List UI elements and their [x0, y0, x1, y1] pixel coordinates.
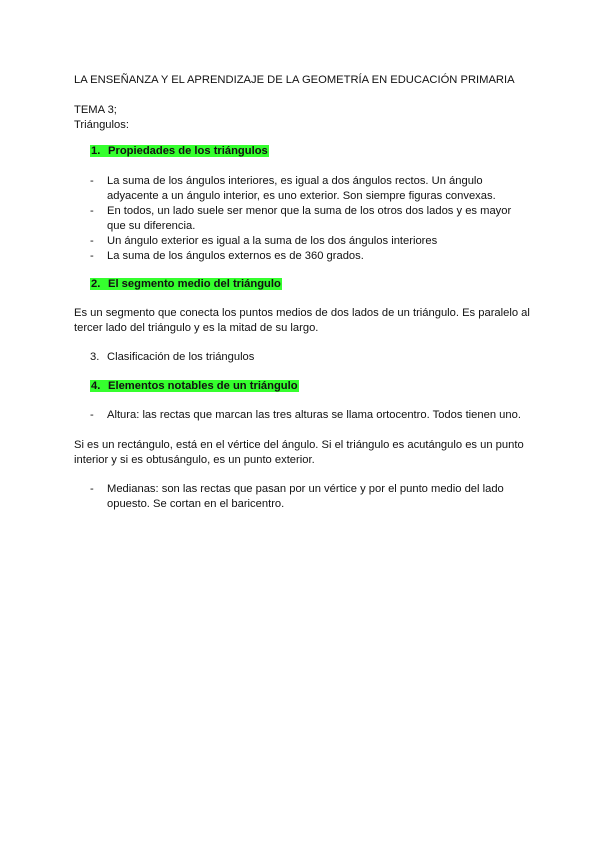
section-1-list [90, 174, 511, 264]
document-title: LA ENSEÑANZA Y EL APRENDIZAJE DE LA GEOMETRÍA EN EDUCACIÓN PRIMARIA [74, 74, 515, 86]
section-2-highlight [90, 278, 282, 290]
topic-number: TEMA 3; [74, 104, 117, 116]
list-item-line: Altura: las rectas que marcan las tres alturas se llama ortocentro. Todos tienen uno. [107, 409, 521, 421]
paragraph-line: Es un segmento que conecta los puntos medios de dos lados de un triángulo. Es paralelo al [74, 307, 530, 319]
section-4-title: Elementos notables de un triángulo [108, 380, 298, 392]
section-2-paragraph [74, 306, 530, 336]
section-1-heading [90, 144, 269, 159]
list-dash: - [90, 175, 94, 187]
section-4-highlight [90, 380, 299, 392]
paragraph-line: interior y si es obtusángulo, es un punto exterior. [74, 454, 315, 466]
section-2-number: 2. [91, 278, 101, 290]
list-dash: - [90, 250, 94, 262]
section-4-heading [90, 379, 299, 394]
section-1-highlight [90, 145, 269, 157]
section-4-number: 4. [91, 380, 101, 392]
section-2-title: El segmento medio del triángulo [108, 278, 281, 290]
list-dash: - [90, 205, 94, 217]
list-dash: - [90, 235, 94, 247]
topic-name: Triángulos: [74, 119, 129, 131]
list-item [90, 204, 511, 234]
section-1-title: Propiedades de los triángulos [108, 145, 268, 157]
list-item-line: La suma de los ángulos interiores, es igual a dos ángulos rectos. Un ángulo [107, 175, 483, 187]
topic-header [74, 103, 129, 133]
section-3-heading [90, 350, 254, 365]
list-item-line: Un ángulo exterior es igual a la suma de los dos ángulos interiores [107, 235, 438, 247]
list-item [90, 174, 511, 204]
list-dash: - [90, 483, 94, 495]
list-item [90, 408, 521, 423]
list-item-line: La suma de los ángulos externos es de 360 grados. [107, 250, 364, 262]
list-dash: - [90, 409, 94, 421]
section-2-heading [90, 277, 282, 292]
list-item [90, 234, 511, 249]
section-4-list-altura [90, 408, 521, 423]
paragraph-line: Si es un rectángulo, está en el vértice del ángulo. Si el triángulo es acutángulo es un punto [74, 439, 524, 451]
list-item [90, 249, 511, 264]
paragraph-line: tercer lado del triángulo y es la mitad de su largo. [74, 322, 319, 334]
section-1-number: 1. [91, 145, 101, 157]
list-item-line: En todos, un lado suele ser menor que la suma de los otros dos lados y es mayor [107, 205, 512, 217]
list-item [90, 482, 504, 512]
section-4-paragraph [74, 438, 524, 468]
section-3-number: 3. [90, 351, 100, 363]
list-item-line: adyacente a un ángulo interior, es uno exterior. Son siempre figuras convexas. [107, 190, 496, 202]
list-item-line: que su diferencia. [107, 220, 196, 232]
section-4-list-medianas [90, 482, 504, 512]
list-item-line: Medianas: son las rectas que pasan por un vértice y por el punto medio del lado [107, 483, 504, 495]
section-3-title: Clasificación de los triángulos [107, 351, 255, 363]
list-item-line: opuesto. Se cortan en el baricentro. [107, 498, 285, 510]
